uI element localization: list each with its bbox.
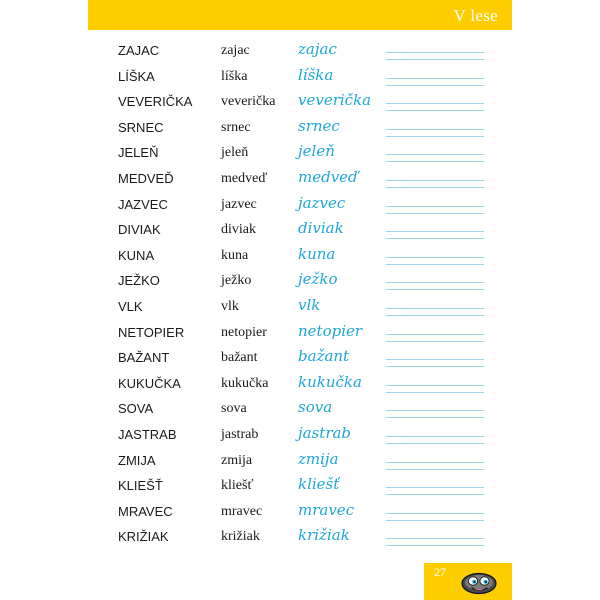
word-lowercase: medveď bbox=[221, 170, 268, 186]
writing-line bbox=[386, 103, 484, 104]
word-handwriting: veverička bbox=[298, 91, 372, 110]
word-handwriting: kukučka bbox=[298, 372, 362, 391]
writing-line bbox=[386, 257, 484, 258]
word-lowercase: netopier bbox=[221, 324, 267, 340]
word-lowercase: srnec bbox=[221, 119, 251, 135]
word-row bbox=[88, 296, 512, 322]
word-lowercase: kuna bbox=[221, 247, 249, 263]
word-handwriting: srnec bbox=[298, 116, 340, 135]
word-row bbox=[88, 117, 512, 143]
word-uppercase: DIVIAK bbox=[118, 222, 161, 238]
word-handwriting: jastrab bbox=[298, 423, 352, 442]
writing-baseline bbox=[386, 238, 484, 239]
writing-line bbox=[386, 231, 484, 232]
word-lowercase: diviak bbox=[221, 222, 256, 238]
word-row bbox=[88, 373, 512, 399]
writing-line bbox=[386, 282, 484, 283]
writing-baseline bbox=[386, 520, 484, 521]
word-handwriting: jeleň bbox=[298, 142, 335, 161]
word-handwriting: líška bbox=[298, 65, 334, 84]
word-uppercase: SRNEC bbox=[118, 119, 164, 135]
writing-baseline bbox=[386, 264, 484, 265]
writing-line bbox=[386, 359, 484, 360]
word-row bbox=[88, 40, 512, 66]
word-handwriting: jazvec bbox=[298, 193, 346, 212]
writing-baseline bbox=[386, 469, 484, 470]
word-lowercase: ježko bbox=[221, 273, 252, 289]
writing-line bbox=[386, 436, 484, 437]
word-row bbox=[88, 142, 512, 168]
writing-baseline bbox=[386, 366, 484, 367]
word-lowercase: zmija bbox=[221, 452, 253, 468]
word-handwriting: zmija bbox=[298, 449, 339, 468]
writing-line bbox=[386, 206, 484, 207]
word-lowercase: bažant bbox=[221, 350, 258, 366]
footer-band bbox=[424, 563, 512, 600]
writing-baseline bbox=[386, 59, 484, 60]
word-uppercase: LÍŠKA bbox=[118, 68, 155, 84]
writing-line bbox=[386, 180, 484, 181]
page-number: 27 bbox=[434, 565, 446, 579]
word-lowercase: jeleň bbox=[221, 145, 249, 161]
writing-baseline bbox=[386, 110, 484, 111]
writing-line bbox=[386, 308, 484, 309]
word-uppercase: SOVA bbox=[118, 401, 154, 417]
word-lowercase: križiak bbox=[221, 529, 260, 545]
word-handwriting: mravec bbox=[298, 500, 355, 519]
word-uppercase: KRIŽIAK bbox=[118, 529, 169, 545]
word-lowercase: kukučka bbox=[221, 375, 269, 391]
word-lowercase: kliešť bbox=[221, 478, 254, 494]
word-handwriting: vlk bbox=[298, 295, 321, 314]
word-row bbox=[88, 245, 512, 271]
word-handwriting: zajac bbox=[298, 40, 337, 58]
word-handwriting: kliešť bbox=[298, 475, 340, 494]
word-list bbox=[88, 40, 512, 552]
word-handwriting: križiak bbox=[298, 526, 350, 545]
word-handwriting: diviak bbox=[298, 219, 344, 238]
word-row bbox=[88, 475, 512, 501]
writing-baseline bbox=[386, 315, 484, 316]
writing-line bbox=[386, 513, 484, 514]
word-handwriting: ježko bbox=[298, 270, 338, 289]
word-lowercase: vlk bbox=[221, 298, 239, 314]
writing-baseline bbox=[386, 136, 484, 137]
writing-baseline bbox=[386, 417, 484, 418]
word-row bbox=[88, 322, 512, 348]
word-row bbox=[88, 501, 512, 527]
writing-line bbox=[386, 334, 484, 335]
header-band bbox=[88, 0, 512, 30]
word-lowercase: veverička bbox=[221, 94, 276, 110]
word-row bbox=[88, 168, 512, 194]
word-uppercase: JELEŇ bbox=[118, 145, 159, 161]
writing-baseline bbox=[386, 494, 484, 495]
word-row bbox=[88, 398, 512, 424]
writing-line bbox=[386, 385, 484, 386]
word-handwriting: sova bbox=[298, 398, 333, 417]
word-lowercase: sova bbox=[221, 401, 247, 417]
word-row bbox=[88, 91, 512, 117]
word-uppercase: BAŽANT bbox=[118, 350, 170, 366]
word-uppercase: KUNA bbox=[118, 247, 155, 263]
word-uppercase: NETOPIER bbox=[118, 324, 185, 340]
word-handwriting: bažant bbox=[298, 347, 350, 366]
writing-baseline bbox=[386, 392, 484, 393]
word-uppercase: JAZVEC bbox=[118, 196, 168, 212]
word-lowercase: zajac bbox=[221, 43, 250, 58]
word-uppercase: ZMIJA bbox=[118, 452, 156, 468]
word-lowercase: jastrab bbox=[221, 426, 259, 442]
word-row bbox=[88, 219, 512, 245]
word-handwriting: kuna bbox=[298, 244, 336, 263]
writing-baseline bbox=[386, 545, 484, 546]
writing-line bbox=[386, 129, 484, 130]
word-row bbox=[88, 347, 512, 373]
writing-baseline bbox=[386, 161, 484, 162]
word-handwriting: medveď bbox=[298, 167, 358, 186]
word-row bbox=[88, 270, 512, 296]
word-uppercase: MRAVEC bbox=[118, 503, 173, 519]
word-row bbox=[88, 450, 512, 476]
word-row bbox=[88, 526, 512, 552]
word-uppercase: MEDVEĎ bbox=[118, 170, 174, 186]
word-uppercase: JEŽKO bbox=[118, 273, 160, 289]
word-row bbox=[88, 194, 512, 220]
page-title: V lese bbox=[453, 6, 498, 25]
writing-baseline bbox=[386, 341, 484, 342]
word-uppercase: KLIEŠŤ bbox=[118, 478, 163, 494]
workbook-page bbox=[88, 0, 512, 600]
word-uppercase: VLK bbox=[118, 298, 143, 314]
writing-line bbox=[386, 462, 484, 463]
writing-line bbox=[386, 487, 484, 488]
writing-line bbox=[386, 410, 484, 411]
writing-baseline bbox=[386, 213, 484, 214]
word-uppercase: KUKUČKA bbox=[118, 375, 181, 391]
word-row bbox=[88, 66, 512, 92]
writing-baseline bbox=[386, 85, 484, 86]
smiling-stone-mascot-icon bbox=[460, 571, 498, 595]
word-lowercase: líška bbox=[221, 68, 248, 84]
writing-line bbox=[386, 78, 484, 79]
word-uppercase: VEVERIČKA bbox=[118, 94, 193, 110]
word-uppercase: JASTRAB bbox=[118, 426, 177, 442]
writing-line bbox=[386, 154, 484, 155]
writing-line bbox=[386, 538, 484, 539]
word-uppercase: ZAJAC bbox=[118, 43, 160, 58]
word-lowercase: jazvec bbox=[221, 196, 257, 212]
word-row bbox=[88, 424, 512, 450]
writing-baseline bbox=[386, 443, 484, 444]
writing-baseline bbox=[386, 187, 484, 188]
writing-line bbox=[386, 52, 484, 53]
writing-baseline bbox=[386, 289, 484, 290]
word-handwriting: netopier bbox=[298, 321, 363, 340]
word-lowercase: mravec bbox=[221, 503, 263, 519]
